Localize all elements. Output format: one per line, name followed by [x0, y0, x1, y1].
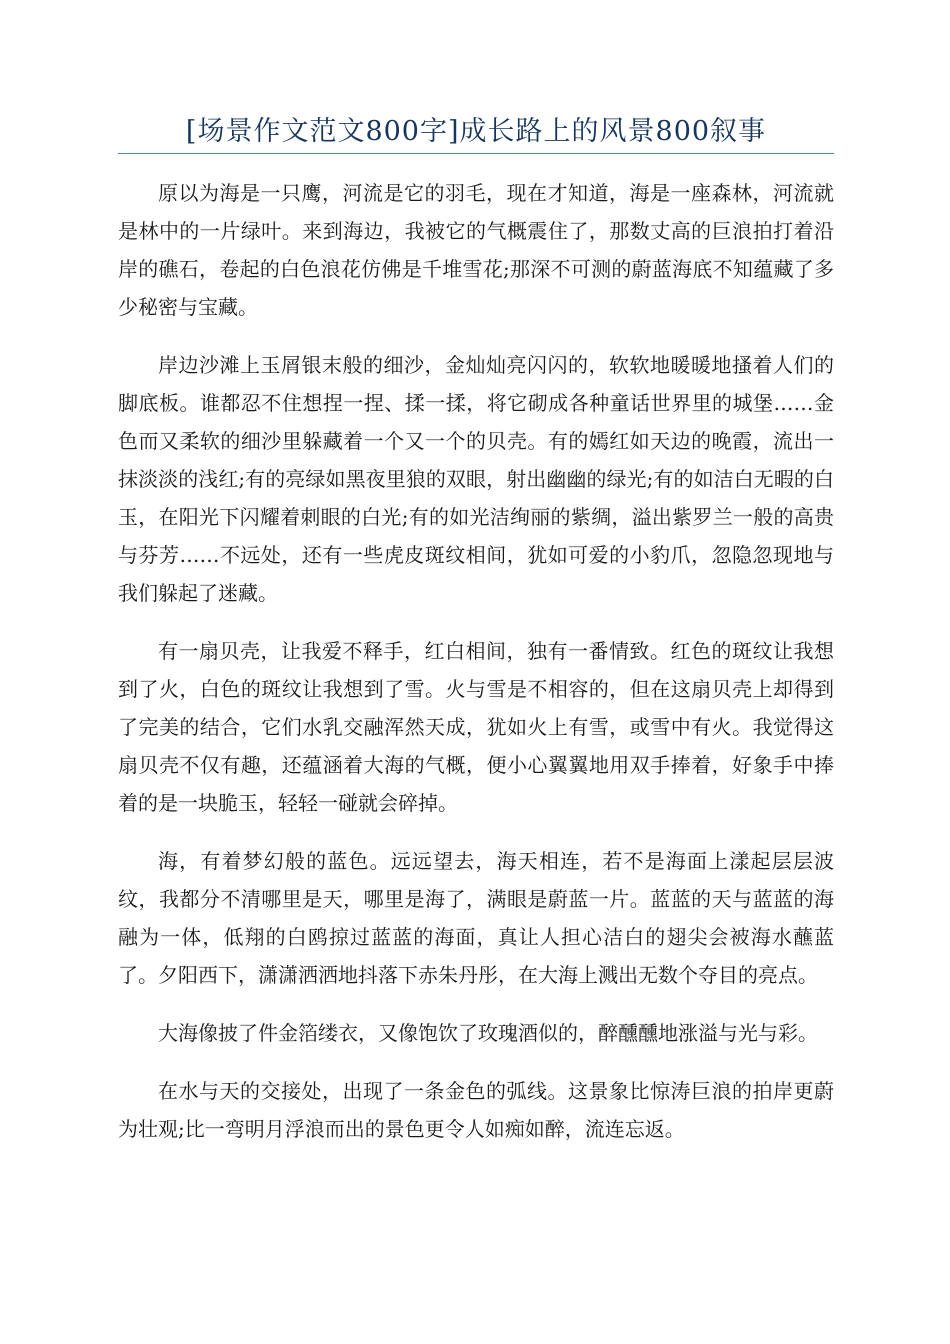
paragraph-2: 岸边沙滩上玉屑银末般的细沙，金灿灿亮闪闪的，软软地暖暖地搔着人们的脚底板。谁都忍不住想捏一捏、揉一揉，将它砌成各种童话世界里的城堡……金色而又柔软的细沙里躲藏着一个又一个的贝壳。有的嫣红如天边的晚霞，流出一抹淡淡的浅红;有的亮绿如黑夜里狼的双眼，射出幽幽的绿光;有的如洁白无暇的白玉，在阳光下闪耀着刺眼的白光;有的如光洁绚丽的紫绸，溢出紫罗兰一般的高贵与芬芳……不远处，还有一些虎皮斑纹相间，犹如可爱的小豹爪，忽隐忽现地与我们躲起了迷藏。 — [118, 353, 834, 605]
paragraph-3: 有一扇贝壳，让我爱不释手，红白相间，独有一番情致。红色的斑纹让我想到了火，白色的斑纹让我想到了雪。火与雪是不相容的，但在这扇贝壳上却得到了完美的结合，它们水乳交融浑然天成，犹如火上有雪，或雪中有火。我觉得这扇贝壳不仅有趣，还蕴涵着大海的气概，便小心翼翼地用双手捧着，好象手中捧着的是一块脆玉，轻轻一碰就会碎掉。 — [118, 639, 834, 815]
document-body — [118, 174, 834, 1168]
document-title: [场景作文范文800字]成长路上的风景800叙事 — [185, 116, 767, 147]
paragraph-4: 海，有着梦幻般的蓝色。远远望去，海天相连，若不是海面上漾起层层波纹，我都分不清哪里是天，哪里是海了，满眼是蔚蓝一片。蓝蓝的天与蓝蓝的海融为一体，低翔的白鸥掠过蓝蓝的海面，真让人担心洁白的翅尖会被海水蘸蓝了。夕阳西下，潇潇洒洒地抖落下赤朱丹彤，在大海上溅出无数个夺目的亮点。 — [118, 849, 834, 987]
paragraph-5: 大海像披了件金箔缕衣，又像饱饮了玫瑰酒似的，醉醺醺地涨溢与光与彩。 — [158, 1021, 818, 1045]
paragraph-1: 原以为海是一只鹰，河流是它的羽毛，现在才知道，海是一座森林，河流就是林中的一片绿叶。来到海边，我被它的气概震住了，那数丈高的巨浪拍打着沿岸的礁石，卷起的白色浪花仿佛是千堆雪花;那深不可测的蔚蓝海底不知蕴藏了多少秘密与宝藏。 — [118, 181, 834, 319]
title-underline — [118, 153, 834, 154]
paragraph-6: 在水与天的交接处，出现了一条金色的弧线。这景象比惊涛巨浪的拍岸更蔚为壮观;比一弯明月浮浪而出的景色更令人如痴如醉，流连忘返。 — [118, 1079, 834, 1141]
